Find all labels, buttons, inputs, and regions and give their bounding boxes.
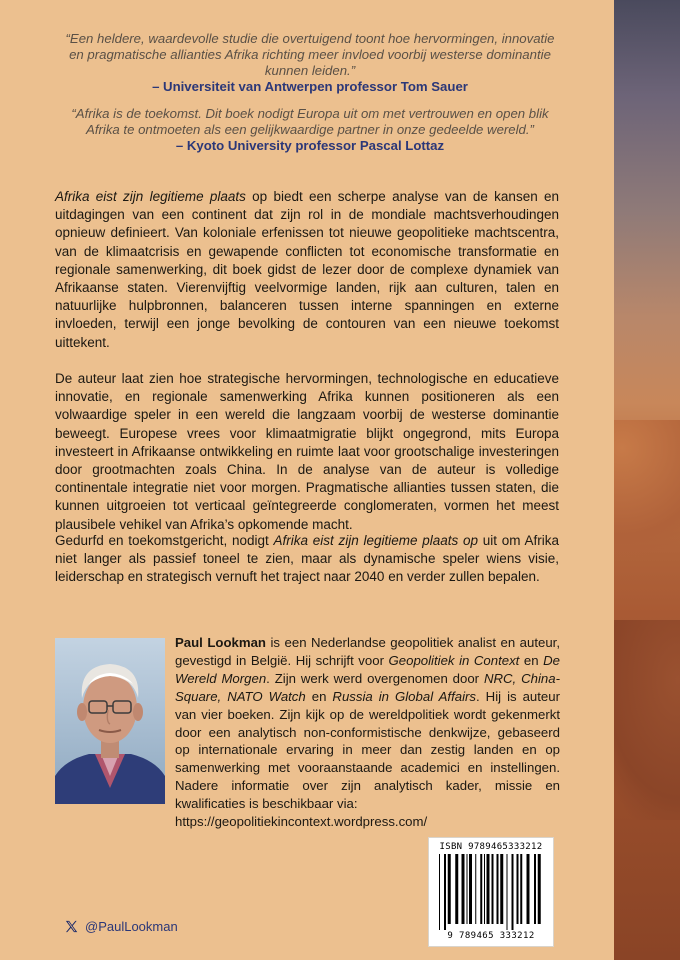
barcode-bar [500,854,503,924]
quote-attribution: – Kyoto University professor Pascal Lottaz [175,138,445,153]
publication-name: De Wereld Morgen [175,652,560,686]
author-name: Paul Lookman [175,635,266,650]
bio-text: . Zijn werk werd overgenomen door [266,670,484,686]
barcode-bar [507,854,508,930]
bio-text: is een Nederlandse geopolitiek analist en auteur, gevestigd in België. Hij schrijft voor [175,635,560,668]
barcode-bar [538,854,541,924]
barcode-bar [439,854,440,930]
endorsement-quote-1 [60,31,560,95]
barcode-bar [469,854,472,924]
barcode-bar [527,854,530,924]
endorsement-quote-2 [60,106,560,154]
description-paragraph-2 [55,370,559,534]
barcode-bar [448,854,451,924]
paragraph-text: uit om Afrika niet langer als passief toneel te zien, maar als dynamische speler wiens visie, leiderschap en strategisch vernuft het traject naar 2040 en verder zullen bepalen. [55,533,560,585]
barcode-bar [455,854,458,924]
social-handle-text: @PaulLookman [85,918,178,934]
quote-attribution: – Universiteit van Antwerpen professor Tom Sauer [152,79,468,94]
website-url[interactable]: https://geopolitiekincontext.wordpress.com/ [175,814,428,830]
bio-text: en [519,652,544,668]
barcode-bar [512,854,514,930]
bio-text: . Hij is auteur van vier boeken. Zijn kijk op de wereldpolitiek wordt gekenmerkt door een analytisch non-conformistische denkwijze, gebaseerd op internationale ervaring in meer dan zestig landen en op samenwerking met vooraanstaande academici en instellingen. Nadere informatie over zijn analytisch kader, missie en kwalificaties is beschikbaar via: [175,688,560,812]
dune-shadow [614,620,680,820]
bio-text: en [305,688,333,704]
x-logo-icon [64,919,79,934]
barcode-bar [462,854,465,924]
paragraph-text: op biedt een scherpe analyse van de kansen en uitdagingen van een continent dat zijn rol in de mondiale machtsverhoudingen opnieuw definieert. Van koloniale erfenissen tot nieuwe geopolitieke machtscentra, van de klimaatcrisis en gewapende conflicten tot economische transformatie en regionale samenwerking, dit boek gidst de lezer door de complexe dynamiek van Afrikaanse staten. Vierenvijftig veelvormige landen, rijk aan culturen, talen en natuurlijke hulpbronnen, balanceren tussen interne spanningen en externe invloeden, terwijl een jonge bevolking de contouren van een nieuwe toekomst uittekent. [55,189,559,350]
barcode-bar [444,854,446,930]
quote-text: “Een heldere, waardevolle studie die overtuigend toont hoe hervormingen, innovatie en pragmatische allianties Afrika richting meer invloed voorbij westerse dominantie kunnen leiden.” [65,31,555,78]
book-title: Afrika eist zijn legitieme plaats [55,189,246,204]
quote-text: “Afrika is de toekomst. Dit boek nodigt Europa uit om met vertrouwen en open blik Afrika te ontmoeten als een gelijkwaardige partner in onze gedeelde wereld.” [71,106,549,137]
paragraph-text: De auteur laat zien hoe strategische hervormingen, technologische en educatieve innovatie, en regionale samenwerking Afrika kunnen positioneren als een volwaardige speler in een wereld die langzaam voorbij de westerse dominantie beweegt. Europese vrees voor klimaatmigratie blijkt ongegrond, mits Europa investeert in Afrikaanse ontwikkeling en ruimte laat voor grootschalige investeringen door grootmachten zoals China. In de analyse van de auteur is volledige continentale integratie niet voor morgen. Pragmatische allianties tussen staten, die kunnen uitgroeien tot verticaal geïntegreerde conglomeraten, vormen het meest plausibele vehikel van Afrika’s opkomende macht. [55,371,559,532]
barcode-bar [487,854,490,924]
dune-highlight [614,420,680,560]
barcode-bar [480,854,482,924]
isbn-digits: 9 789465 333212 [447,931,535,941]
desert-photo-strip [614,0,680,960]
barcode-bar [467,854,468,924]
author-bio [175,634,560,831]
barcode-bar [534,854,536,924]
barcode-bar [484,854,485,924]
barcode-bar [497,854,499,924]
barcode-bar [520,854,522,924]
isbn-barcode [428,837,554,947]
barcode-bars [435,854,547,930]
publication-name: Geopolitiek in Context [388,652,520,668]
paragraph-text: Gedurfd en toekomstgericht, nodigt [55,533,274,548]
social-handle[interactable] [64,917,178,935]
isbn-label: ISBN 9789465333212 [439,842,543,852]
barcode-bar [517,854,519,924]
author-photo [55,638,165,804]
book-title: Afrika eist zijn legitieme plaats op [273,533,479,548]
description-paragraph-3 [55,532,559,587]
description-paragraph-1 [55,188,559,352]
publication-name: Russia in Global Affairs [332,688,477,704]
barcode-bar [475,854,476,924]
publication-name: NRC, China-Square, NATO Watch [175,670,560,704]
barcode-bar [492,854,494,924]
